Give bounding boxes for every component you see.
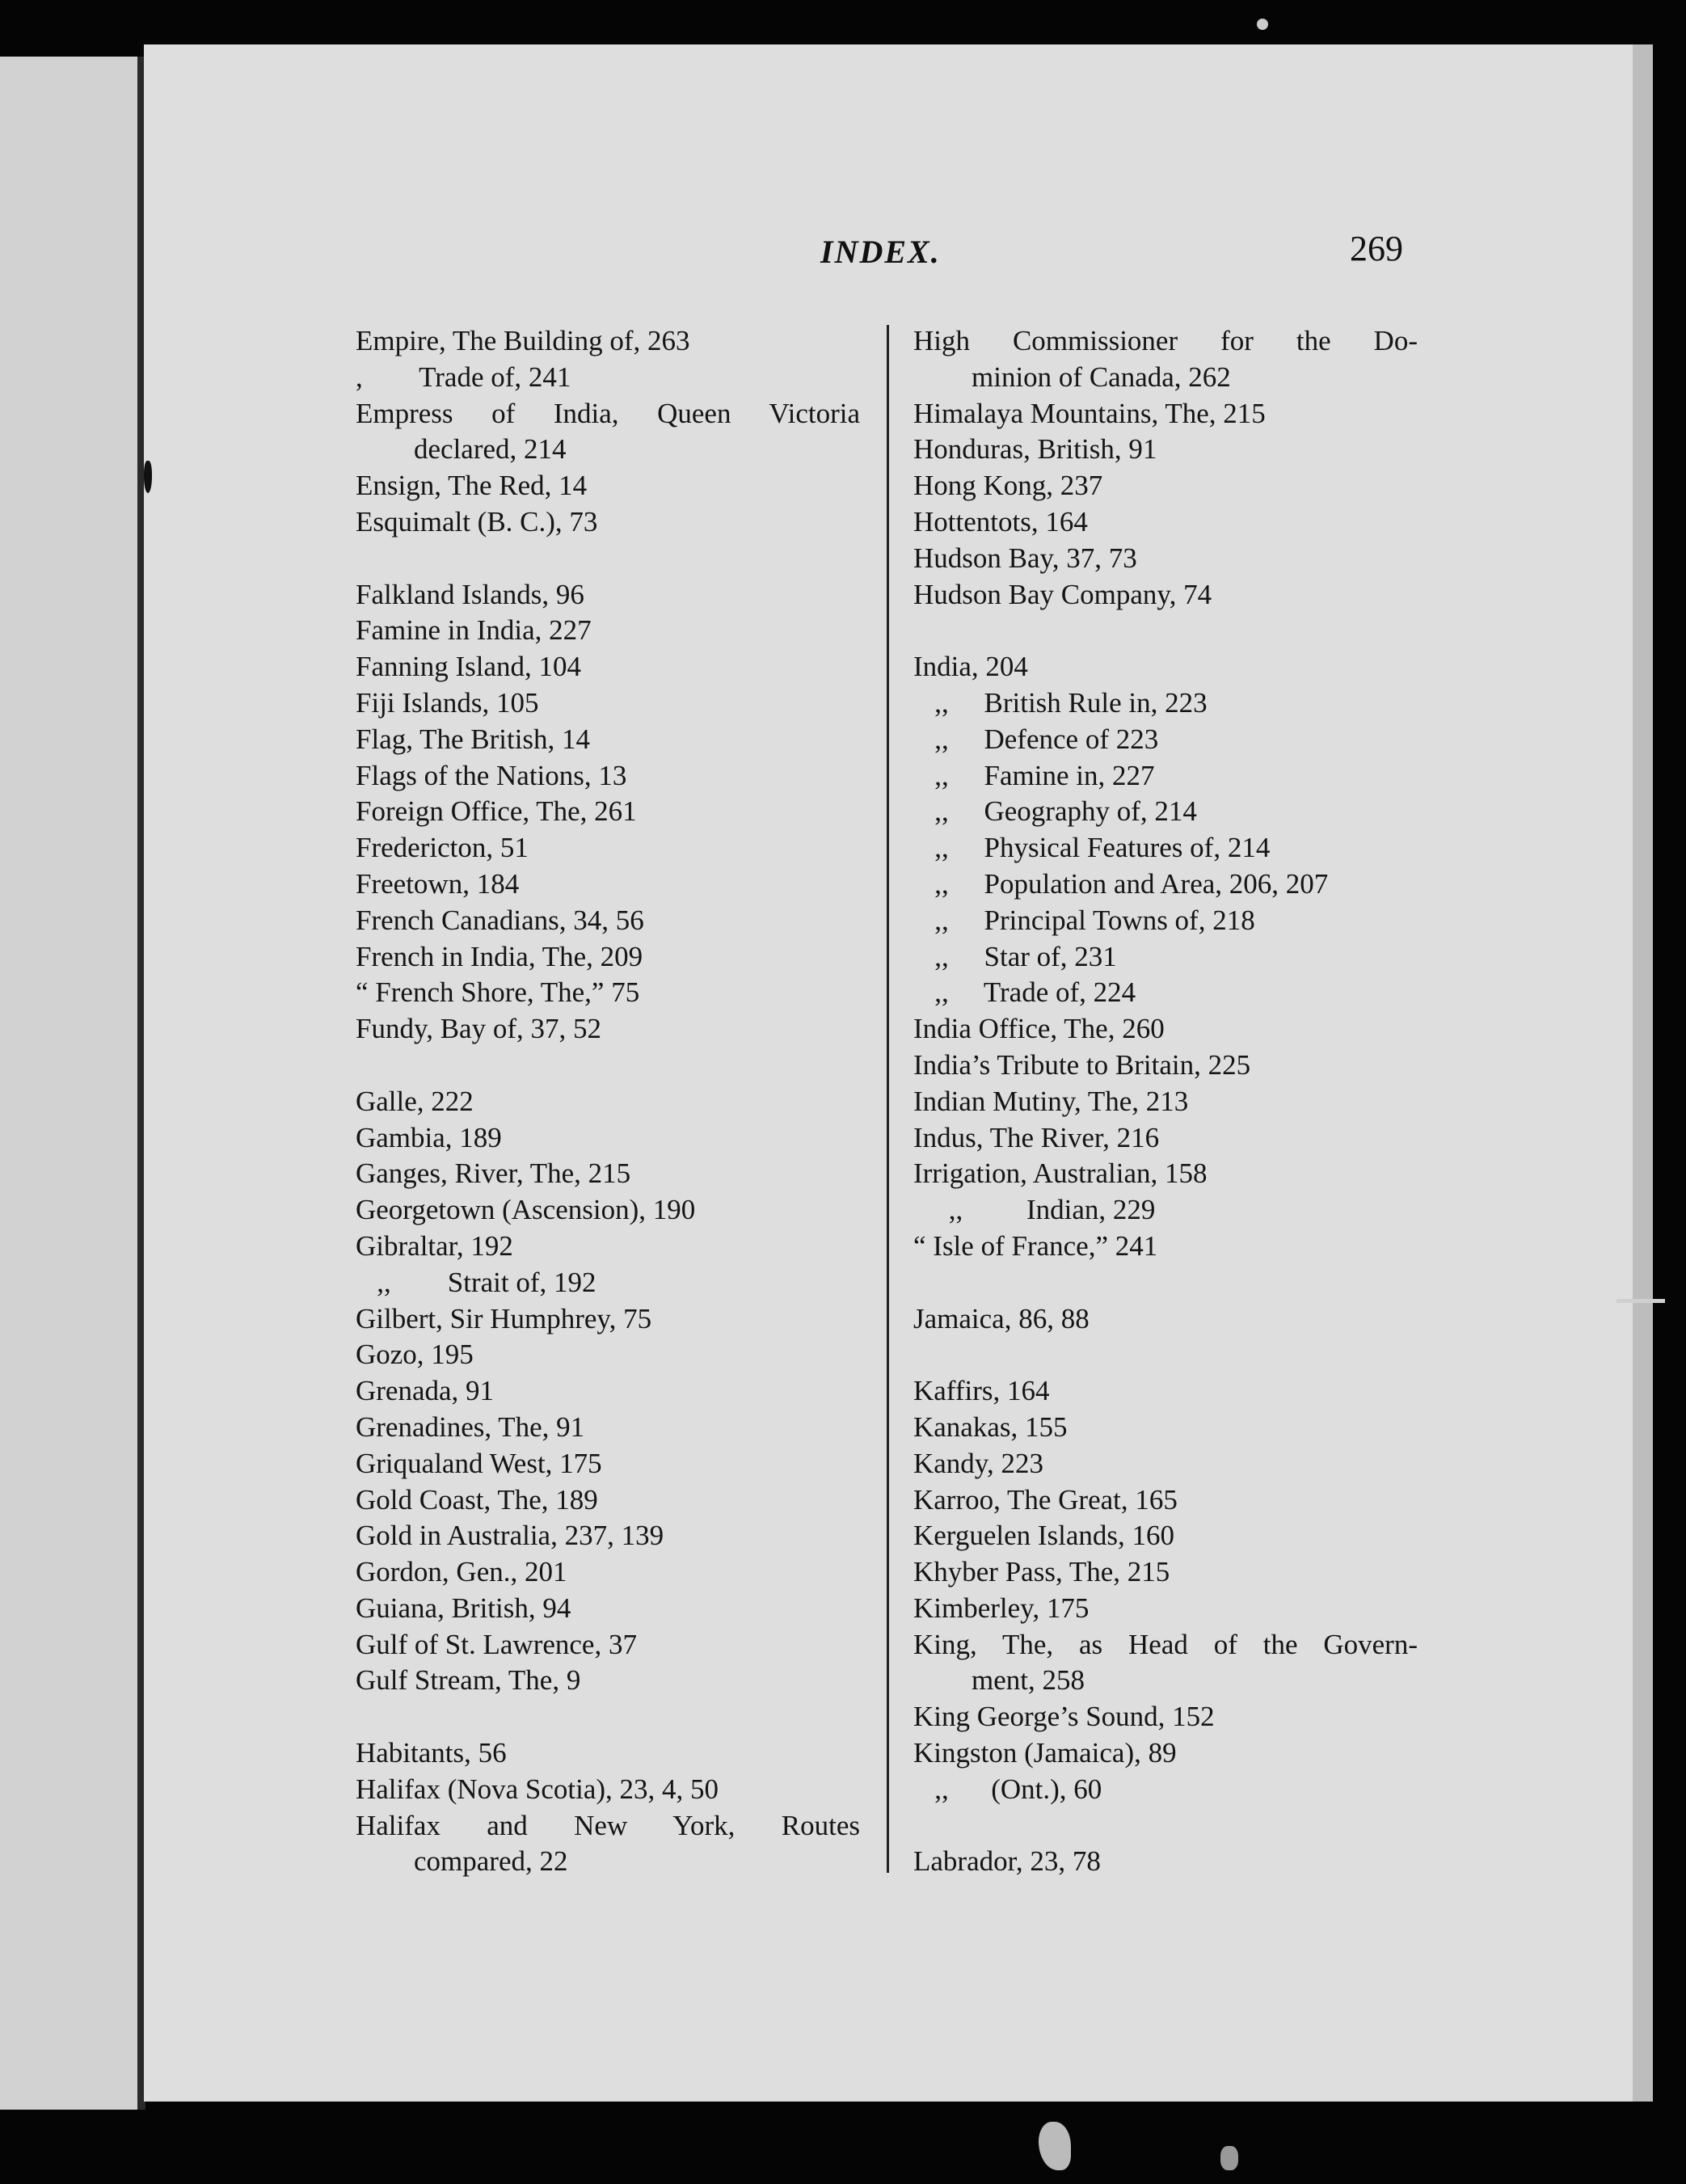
- index-entry: Kerguelen Islands, 160: [913, 1520, 1175, 1552]
- index-entry: Grenadines, The, 91: [356, 1410, 585, 1443]
- index-entry: French Canadians, 34, 56: [356, 904, 644, 936]
- index-entry: Halifax (Nova Scotia), 23, 4, 50: [356, 1773, 719, 1805]
- index-entry: Karroo, The Great, 165: [913, 1483, 1178, 1516]
- index-entry: Fundy, Bay of, 37, 52: [356, 1013, 601, 1045]
- index-entry: Empress of India, Queen Victoria: [356, 397, 860, 429]
- index-entry: Hudson Bay, 37, 73: [913, 542, 1137, 574]
- index-subentry: ,, Trade of, 224: [913, 976, 1136, 1009]
- index-subentry: ,, Geography of, 214: [913, 795, 1197, 828]
- index-entry: Gozo, 195: [356, 1339, 474, 1371]
- index-subentry: ,, Defence of 223: [913, 723, 1159, 755]
- index-section-gap: [356, 1699, 873, 1735]
- index-entry: Georgetown (Ascension), 190: [356, 1194, 696, 1226]
- index-entry: Gold Coast, The, 189: [356, 1483, 598, 1516]
- index-entry: Labrador, 23, 78: [913, 1845, 1101, 1878]
- index-subentry: ,, Indian, 229: [913, 1194, 1156, 1226]
- index-entry: “ French Shore, The,” 75: [356, 976, 640, 1009]
- index-entry: Indian Mutiny, The, 213: [913, 1085, 1189, 1117]
- index-entry: Indus, The River, 216: [913, 1121, 1160, 1153]
- index-entry: Kimberley, 175: [913, 1592, 1090, 1624]
- index-subentry: ,, Principal Towns of, 218: [913, 904, 1255, 936]
- index-entry: India, 204: [913, 651, 1028, 683]
- index-subentry: , Trade of, 241: [356, 360, 571, 393]
- index-entry: India Office, The, 260: [913, 1013, 1165, 1045]
- index-entry: Gulf of St. Lawrence, 37: [356, 1628, 637, 1660]
- index-column-left: [356, 323, 873, 1880]
- index-subentry: ,, Famine in, 227: [913, 759, 1155, 791]
- index-entry: Jamaica, 86, 88: [913, 1302, 1090, 1334]
- index-entry: Hottentots, 164: [913, 505, 1088, 538]
- facing-page-edge: [0, 57, 141, 2110]
- index-entry: Esquimalt (B. C.), 73: [356, 505, 598, 538]
- index-section-gap: [913, 1337, 1431, 1373]
- index-entry: Gold in Australia, 237, 139: [356, 1520, 664, 1552]
- index-entry: Ganges, River, The, 215: [356, 1157, 631, 1190]
- scan-blot: [1039, 2122, 1071, 2170]
- index-section-gap: [356, 541, 873, 577]
- index-entry: Kaffirs, 164: [913, 1375, 1050, 1407]
- page-number: 269: [1350, 229, 1403, 268]
- index-entry: Irrigation, Australian, 158: [913, 1157, 1208, 1190]
- page-right-edge: [1633, 44, 1653, 2102]
- index-subentry: ,, Strait of, 192: [356, 1266, 596, 1298]
- scan-mark: [1616, 1299, 1665, 1303]
- index-subentry: ,, Population and Area, 206, 207: [913, 867, 1329, 900]
- index-subentry: ,, Star of, 231: [913, 940, 1117, 972]
- index-entry: High Commissioner for the Do-: [913, 325, 1418, 356]
- index-entry-continuation: ment, 258: [972, 1664, 1085, 1697]
- index-entry: King George’s Sound, 152: [913, 1701, 1215, 1733]
- index-column-right: [913, 323, 1431, 1880]
- index-entry-continuation: compared, 22: [414, 1845, 568, 1878]
- index-entry: Hong Kong, 237: [913, 470, 1103, 502]
- index-entry: Fanning Island, 104: [356, 651, 582, 683]
- index-section-gap: [913, 1808, 1431, 1845]
- index-entry: Famine in India, 227: [356, 614, 592, 647]
- index-entry: Kingston (Jamaica), 89: [913, 1737, 1177, 1769]
- index-entry: Flag, The British, 14: [356, 723, 591, 755]
- index-entry: Himalaya Mountains, The, 215: [913, 397, 1266, 429]
- index-entry-continuation: minion of Canada, 262: [972, 360, 1231, 393]
- index-entry: Flags of the Nations, 13: [356, 759, 627, 791]
- index-section-gap: [913, 1265, 1431, 1301]
- index-entry: Gibraltar, 192: [356, 1229, 513, 1262]
- index-entry: Habitants, 56: [356, 1737, 507, 1769]
- index-entry: Gordon, Gen., 201: [356, 1556, 567, 1588]
- index-entry: Hudson Bay Company, 74: [913, 578, 1212, 610]
- index-entry: Guiana, British, 94: [356, 1592, 571, 1624]
- index-entry: Galle, 222: [356, 1085, 474, 1117]
- index-entry: Halifax and New York, Routes: [356, 1809, 860, 1841]
- index-section-gap: [913, 613, 1431, 649]
- index-entry: Honduras, British, 91: [913, 433, 1157, 466]
- index-entry: Khyber Pass, The, 215: [913, 1556, 1170, 1588]
- column-divider: [887, 325, 889, 1873]
- index-entry: Foreign Office, The, 261: [356, 795, 637, 828]
- scan-speck: [1257, 19, 1268, 30]
- index-entry: Griqualand West, 175: [356, 1447, 602, 1479]
- index-entry: Freetown, 184: [356, 867, 520, 900]
- index-entry: King, The, as Head of the Govern-: [913, 1628, 1418, 1660]
- index-entry: Ensign, The Red, 14: [356, 470, 588, 502]
- index-section-gap: [356, 1048, 873, 1084]
- binding-mark: [144, 461, 152, 493]
- index-entry-continuation: declared, 214: [414, 433, 567, 466]
- running-title: INDEX.: [820, 234, 941, 270]
- index-entry: Grenada, 91: [356, 1375, 495, 1407]
- index-entry: “ Isle of France,” 241: [913, 1229, 1158, 1262]
- index-entry: Gilbert, Sir Humphrey, 75: [356, 1302, 652, 1334]
- index-entry: India’s Tribute to Britain, 225: [913, 1048, 1251, 1081]
- index-entry: Gambia, 189: [356, 1121, 502, 1153]
- index-entry: Kandy, 223: [913, 1447, 1044, 1479]
- index-subentry: ,, British Rule in, 223: [913, 686, 1208, 719]
- index-entry: Fredericton, 51: [356, 832, 529, 864]
- index-entry: Empire, The Building of, 263: [356, 325, 690, 356]
- index-subentry: ,, Physical Features of, 214: [913, 832, 1271, 864]
- scan-blot: [1220, 2146, 1238, 2170]
- index-entry: Fiji Islands, 105: [356, 686, 539, 719]
- index-entry: Kanakas, 155: [913, 1410, 1068, 1443]
- index-entry: Gulf Stream, The, 9: [356, 1664, 581, 1697]
- index-entry: French in India, The, 209: [356, 940, 643, 972]
- index-entry: Falkland Islands, 96: [356, 578, 584, 610]
- index-subentry: ,, (Ont.), 60: [913, 1773, 1102, 1805]
